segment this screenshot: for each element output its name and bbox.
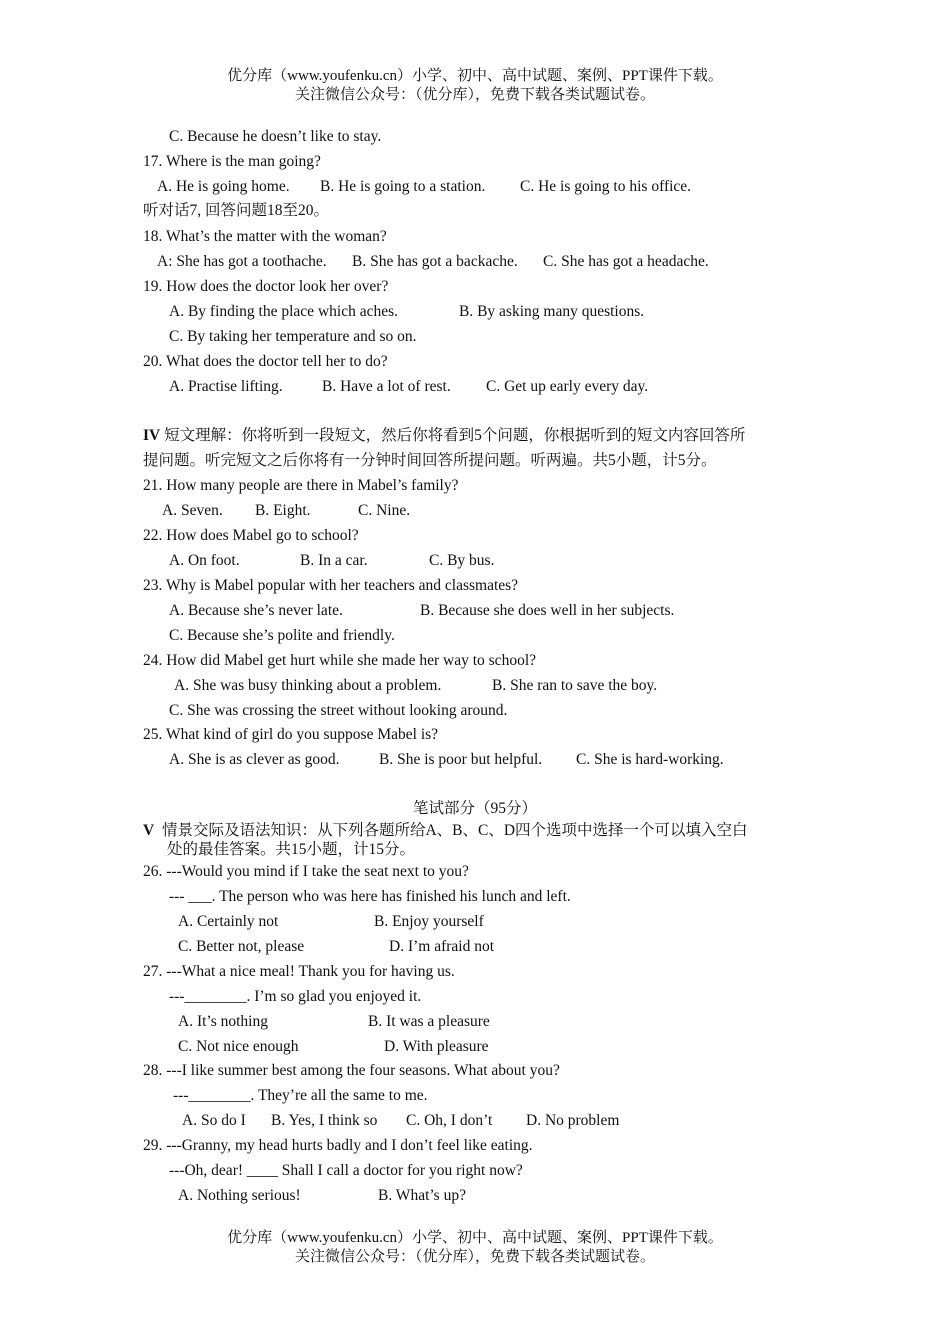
q17-option-a: A. He is going home. <box>157 178 290 195</box>
q27-option-a: A. It’s nothing <box>178 1013 268 1030</box>
q21-stem: 21. How many people are there in Mabel’s family? <box>143 477 459 494</box>
q26-stem: 26. ---Would you mind if I take the seat next to you? <box>143 863 469 880</box>
q19-option-c: C. By taking her temperature and so on. <box>169 328 417 345</box>
q21-option-c: C. Nine. <box>358 502 411 519</box>
q22-option-c: C. By bus. <box>429 552 495 569</box>
q18-option-c: C. She has got a headache. <box>543 253 709 270</box>
q24-option-b: B. She ran to save the boy. <box>492 677 658 694</box>
q19-stem: 19. How does the doctor look her over? <box>143 278 389 295</box>
q21-option-a: A. Seven. <box>162 502 223 519</box>
footer-line-1: 优分库（www.youfenku.cn）小学、初中、高中试题、案例、PPT课件下载。 <box>227 1230 723 1246</box>
q24-option-c: C. She was crossing the street without looking around. <box>169 702 508 719</box>
q17-stem: 17. Where is the man going? <box>143 153 321 170</box>
q29-option-a: A. Nothing serious! <box>178 1187 301 1204</box>
q18-stem: 18. What’s the matter with the woman? <box>143 228 387 245</box>
section-5-line-2: 处的最佳答案。共15小题，计15分。 <box>167 841 416 858</box>
q25-stem: 25. What kind of girl do you suppose Mabel is? <box>143 726 439 743</box>
q17-option-b: B. He is going to a station. <box>320 178 486 195</box>
section-5-heading <box>143 821 748 841</box>
q27-option-b: B. It was a pleasure <box>368 1013 490 1030</box>
section-4-numeral: IV <box>143 427 161 444</box>
q21-option-b: B. Eight. <box>255 502 311 519</box>
q23-stem: 23. Why is Mabel popular with her teachers and classmates? <box>143 577 519 594</box>
header-line-1: 优分库（www.youfenku.cn）小学、初中、高中试题、案例、PPT课件下载。 <box>227 68 723 84</box>
q28-stem: 28. ---I like summer best among the four seasons. What about you? <box>143 1062 560 1079</box>
q26-option-a: A. Certainly not <box>178 913 279 930</box>
footer-line-2: 关注微信公众号：（优分库），免费下载各类试题试卷。 <box>294 1249 655 1265</box>
q25-option-b: B. She is poor but helpful. <box>379 751 543 768</box>
q23-option-b: B. Because she does well in her subjects. <box>420 602 675 619</box>
q25-option-a: A. She is as clever as good. <box>169 751 340 768</box>
q27-stem: 27. ---What a nice meal! Thank you for having us. <box>143 963 455 980</box>
q25-option-c: C. She is hard-working. <box>576 751 724 768</box>
q28-option-d: D. No problem <box>526 1112 620 1129</box>
q20-stem: 20. What does the doctor tell her to do? <box>143 353 388 370</box>
q28-option-a: A. So do I <box>182 1112 246 1129</box>
q22-option-b: B. In a car. <box>300 552 368 569</box>
q18-option-a: A: She has got a toothache. <box>157 253 327 270</box>
q27-option-d: D. With pleasure <box>384 1038 489 1055</box>
section-4-line-2: 提问题。听完短文之后你将有一分钟时间回答所提问题。听两遍。共5小题，计5分。 <box>143 452 717 469</box>
q23-option-c: C. Because she’s polite and friendly. <box>169 627 395 644</box>
written-section-title: 笔试部分（95分） <box>412 800 537 817</box>
section-4-heading <box>143 426 745 446</box>
q19-option-b: B. By asking many questions. <box>459 303 645 320</box>
q18-option-b: B. She has got a backache. <box>352 253 518 270</box>
q20-option-c: C. Get up early every day. <box>486 378 649 395</box>
q28-option-c: C. Oh, I don’t <box>406 1112 493 1129</box>
section-5-line-1: 情景交际及语法知识：从下列各题所给A、B、C、D四个选项中选择一个可以填入空白 <box>161 822 748 839</box>
q23-option-a: A. Because she’s never late. <box>169 602 343 619</box>
q20-option-b: B. Have a lot of rest. <box>322 378 451 395</box>
q24-option-a: A. She was busy thinking about a problem. <box>174 677 442 694</box>
q26-reply: --- ___. The person who was here has finished his lunch and left. <box>169 888 571 905</box>
q17-option-c: C. He is going to his office. <box>520 178 692 195</box>
section-5-numeral: V <box>143 822 155 839</box>
q29-reply: ---Oh, dear! ____ Shall I call a doctor for you right now? <box>169 1162 523 1179</box>
q16-option-c: C. Because he doesn’t like to stay. <box>169 128 382 145</box>
q19-option-a: A. By finding the place which aches. <box>169 303 398 320</box>
header-line-2: 关注微信公众号：（优分库），免费下载各类试题试卷。 <box>294 87 655 103</box>
q20-option-a: A. Practise lifting. <box>169 378 283 395</box>
section-4-line-1: 短文理解：你将听到一段短文，然后你将看到5个问题，你根据听到的短文内容回答所 <box>164 427 746 444</box>
q29-option-b: B. What’s up? <box>378 1187 466 1204</box>
q22-option-a: A. On foot. <box>169 552 240 569</box>
q26-option-b: B. Enjoy yourself <box>374 913 484 930</box>
dialog-7-instruction: 听对话7, 回答问题18至20。 <box>143 202 330 219</box>
q29-stem: 29. ---Granny, my head hurts badly and I don’t feel like eating. <box>143 1137 533 1154</box>
q28-reply: ---________. They’re all the same to me. <box>173 1087 428 1104</box>
q24-stem: 24. How did Mabel get hurt while she made her way to school? <box>143 652 537 669</box>
q28-option-b: B. Yes, I think so <box>271 1112 378 1129</box>
q26-option-d: D. I’m afraid not <box>389 938 495 955</box>
q27-option-c: C. Not nice enough <box>178 1038 299 1055</box>
q26-option-c: C. Better not, please <box>178 938 305 955</box>
q22-stem: 22. How does Mabel go to school? <box>143 527 359 544</box>
q27-reply: ---________. I’m so glad you enjoyed it. <box>169 988 422 1005</box>
